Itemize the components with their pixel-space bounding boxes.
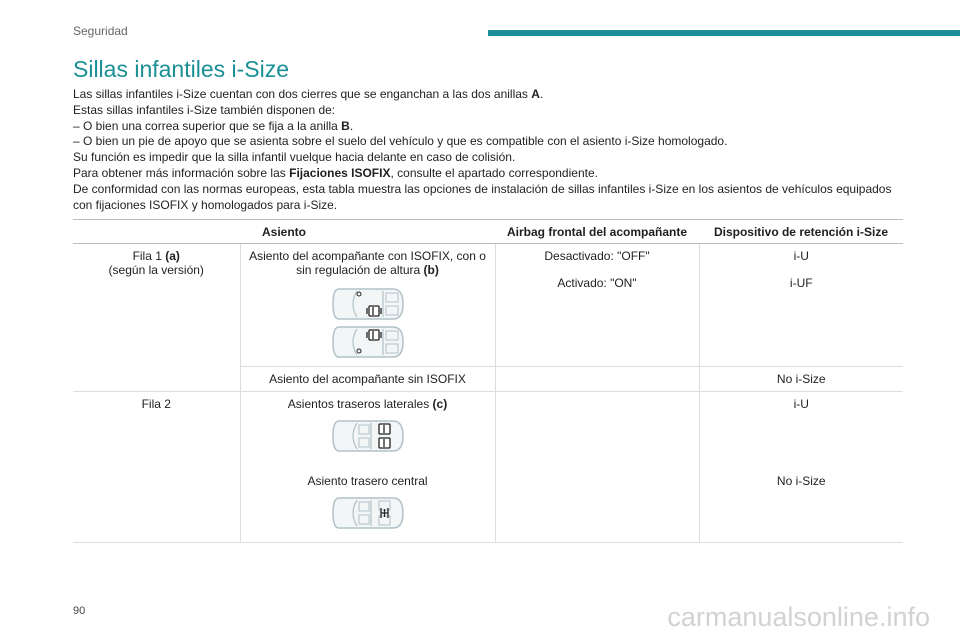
column-header-airbag: Airbag frontal del acompañante — [495, 220, 699, 244]
device-cell: i-U — [699, 244, 903, 272]
column-header-device: Dispositivo de retención i-Size — [699, 220, 903, 244]
paragraph: – O bien una correa superior que se fija a la anilla B. — [73, 118, 354, 133]
page-number: 90 — [73, 605, 86, 617]
car-rear-lateral-seats-icon — [331, 419, 405, 455]
seat-cell: Asientos traseros laterales (c) — [240, 392, 495, 470]
airbag-cell — [495, 392, 699, 470]
paragraph: – O bien un pie de apoyo que se asienta sobre el suelo del vehículo y que es compatible con el asiento i-Size homologado. — [73, 134, 728, 149]
table-header-row — [73, 220, 903, 244]
airbag-cell — [495, 367, 699, 392]
paragraph: De conformidad con las normas europeas, esta tabla muestra las opciones de instalación de sillas infantiles i-Size en los asientos de vehículos equipados con fijaciones ISOFIX y homologados para i-Size. — [73, 181, 892, 212]
section-header: Seguridad — [73, 24, 128, 38]
device-cell: No i-Size — [699, 367, 903, 392]
table-row — [73, 244, 903, 272]
paragraph: Las sillas infantiles i-Size cuentan con dos cierres que se enganchan a las dos anillas A. — [73, 87, 544, 101]
airbag-cell: Activado: "ON" — [495, 271, 699, 367]
seat-cell: Asiento del acompañante con ISOFIX, con o sin regulación de altura (b) — [240, 244, 495, 367]
page-title: Sillas infantiles i-Size — [73, 56, 290, 82]
airbag-cell — [495, 469, 699, 543]
airbag-cell: Desactivado: "OFF" — [495, 244, 699, 272]
car-rear-center-seat-icon — [331, 496, 405, 532]
seat-cell: Asiento del acompañante sin ISOFIX — [240, 367, 495, 392]
table-row — [73, 392, 903, 470]
header-accent-bar — [488, 30, 960, 36]
isize-table — [73, 219, 903, 543]
device-cell: No i-Size — [699, 469, 903, 543]
device-cell: i-UF — [699, 271, 903, 367]
paragraph: Para obtener más información sobre las Fijaciones ISOFIX, consulte el apartado correspondiente. — [73, 165, 598, 180]
seat-cell: Asiento trasero central — [240, 469, 495, 543]
column-header-seat: Asiento — [73, 220, 495, 244]
car-front-passenger-seat-icon — [331, 285, 405, 363]
row-label: Fila 1 (a) (según la versión) — [73, 244, 240, 392]
paragraph: Su función es impedir que la silla infantil vuelque hacia delante en caso de colisión. — [73, 150, 516, 165]
intro-text — [73, 87, 903, 213]
watermark: carmanualsonline.info — [667, 602, 930, 632]
paragraph: Estas sillas infantiles i-Size también disponen de: — [73, 102, 336, 117]
row-label: Fila 2 — [73, 392, 240, 543]
device-cell: i-U — [699, 392, 903, 470]
